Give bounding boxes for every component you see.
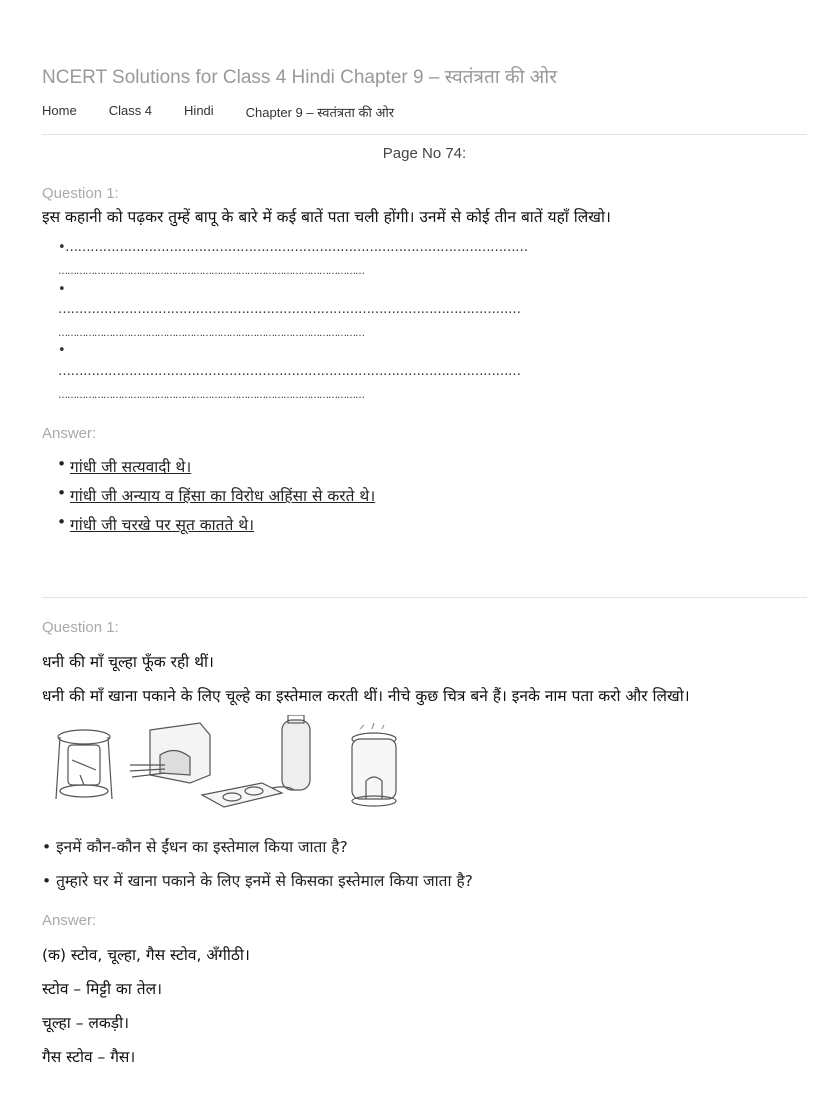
question-text: धनी की माँ चूल्हा फूँक रही थीं। [42,653,214,671]
question-label: Question 1: [42,185,119,202]
question-label: Question 1: [42,619,119,636]
divider [42,134,807,135]
blank-line: ………………………………………………………………………………………………… [58,364,521,379]
breadcrumb-chapter-9[interactable]: Chapter 9 – स्वतंत्रता की ओर [245,105,395,120]
question-text: धनी की माँ खाना पकाने के लिए चूल्हे का इस्तेमाल करती थीं। नीचे कुछ चित्र बने हैं। इनके नाम पता करो और लिखो। [42,687,690,705]
blank-bullet: • [58,343,66,358]
question-text: इस कहानी को पढ़कर तुम्हें बापू के बारे में कई बातें पता चली होंगी। उनमें से कोई तीन बातें यहाँ लिखो। [42,208,611,226]
list-item: • गांधी जी चरखे पर सूत कातते थे। [70,513,375,542]
blank-line: ………………………………………………………………………………………… [58,390,364,401]
answer-text: गैस स्टोव – गैस। [42,1048,136,1066]
divider [42,597,807,598]
blank-line: ………………………………………………………………………………………… [58,266,364,277]
answer-text: स्टोव – मिट्टी का तेल। [42,980,162,998]
breadcrumb-home[interactable]: Home [42,103,77,118]
list-item: • गांधी जी अन्याय व हिंसा का विरोध अहिंसा से करते थे। [70,484,375,513]
answer-list [42,455,375,542]
answer-text: (क) स्टोव, चूल्हा, गैस स्टोव, अँगीठी। [42,946,250,964]
blank-bullet: • [58,282,66,297]
breadcrumb [42,103,426,121]
blank-line: •………………………………………………………………………………………………… [58,240,528,255]
breadcrumb-class-4[interactable]: Class 4 [108,103,153,118]
kerosene-stove-icon [56,730,112,799]
blank-line: ………………………………………………………………………………………………… [58,302,521,317]
stoves-illustration [52,715,412,815]
angithi-icon [352,723,396,806]
gas-stove-icon [202,715,310,807]
page-title: NCERT Solutions for Class 4 Hindi Chapter 9 – स्वतंत्रता की ओर [42,67,558,88]
answer-label: Answer: [42,912,97,929]
chulha-icon [130,723,210,783]
answer-label: Answer: [42,425,97,442]
question-bullet: • इनमें कौन-कौन से ईंधन का इस्तेमाल किया जाता है? [42,838,348,856]
question-bullet: • तुम्हारे घर में खाना पकाने के लिए इनमें से किसका इस्तेमाल किया जाता है? [42,872,473,890]
answer-text: चूल्हा – लकड़ी। [42,1014,129,1032]
blank-line: ………………………………………………………………………………………… [58,328,364,339]
page-number: Page No 74: [382,145,467,162]
breadcrumb-hindi[interactable]: Hindi [184,103,214,118]
list-item: • गांधी जी सत्यवादी थे। [70,455,375,484]
